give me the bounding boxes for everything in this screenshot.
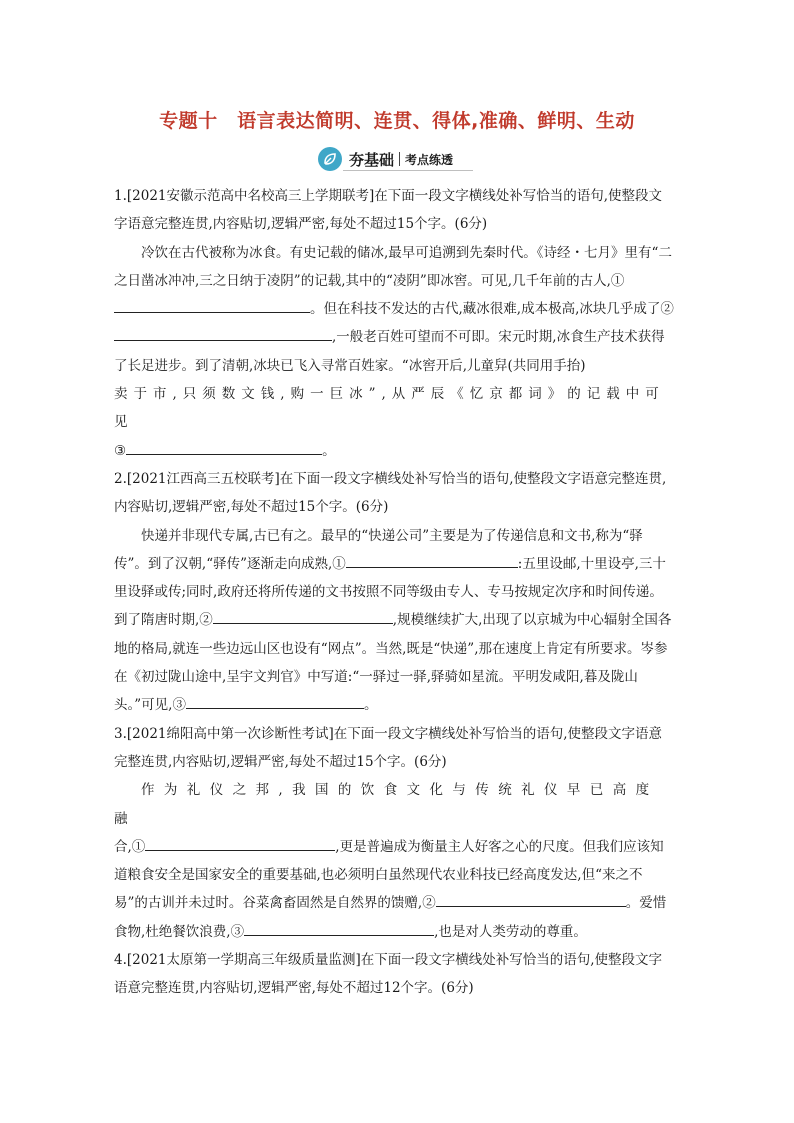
passage-text: ,也是对人类劳动的尊重。	[434, 923, 587, 940]
passage-text: 快递并非现代专属,古已有之。最早的“快递公司”主要是为了传递信息和文书,称为“驿传”。到了汉朝,“驿传”逐渐走向成熟,	[114, 527, 643, 572]
passage-text: 卖于市,只须数文钱,购一巨冰”,从严辰《忆京都词》的记载中可见	[114, 386, 665, 431]
answer-blank-3[interactable]	[126, 437, 322, 455]
answer-blank-3[interactable]	[186, 691, 364, 709]
page-title: 专题十 语言表达简明、连贯、得体,准确、鲜明、生动	[159, 110, 635, 132]
question-2-stem: 2.[2021江西高三五校联考]在下面一段文字横线处补写恰当的语句,使整段文字语意完整连贯,内容贴切,逻辑严密,每处不超过15个字。(6分)	[114, 470, 667, 516]
question-1-stem: 1.[2021安徽示范高中名校高三上学期联考]在下面一段文字横线处补写恰当的语句,使整段文字语意完整连贯,内容贴切,逻辑严密,每处不超过15个字。(6分)	[114, 188, 663, 233]
answer-blank-2[interactable]	[114, 323, 332, 341]
answer-blank-1[interactable]	[145, 833, 335, 851]
passage-text: ,更是普遍成为衡量主人好客之心的尺度。但我们应该知道粮食安全是国家安全的重要基础,也必须明白虽然现代农业科技已经高度发达,但“来之不易”的古训并未过时。谷菜禽畜固然是自然界的馈赠,	[114, 838, 664, 912]
badge-underline	[343, 170, 473, 171]
question-3-stem: 3.[2021绵阳高中第一次诊断性考试]在下面一段文字横线处补写恰当的语句,使整段文字语意完整连贯,内容贴切,逻辑严密,每处不超过15个字。(6分)	[114, 725, 663, 770]
badge-subtitle: 考点练透	[405, 152, 454, 167]
answer-blank-2[interactable]	[436, 889, 626, 907]
questions	[114, 182, 674, 1003]
section-badge	[318, 146, 453, 172]
blank-number: ③	[114, 442, 127, 459]
passage-text: 。但在科技不发达的古代,藏冰很难,成本极高,冰块几乎成了	[310, 301, 661, 318]
leaf-icon	[318, 147, 342, 171]
blank-number: ①	[610, 272, 625, 289]
blank-number: ①	[131, 838, 146, 855]
passage-text: :五里设邮,十里设亭,三十里设驿或传;同时,政府还将所传递的文书按照不同等级由专人、专马按规定次序和时间传递。到了隋唐时期,	[114, 555, 666, 629]
badge-title: 夯基础	[349, 150, 395, 169]
answer-blank-3[interactable]	[244, 918, 434, 936]
passage-text: 。	[363, 697, 378, 714]
passage-text: 。爱惜食物,杜绝餐饮浪费,	[114, 895, 667, 940]
question-2-passage	[114, 522, 674, 720]
question-4-stem: 4.[2021太原第一学期高三年级质量监测]在下面一段文字横线处补写恰当的语句,使整段文字语意完整连贯,内容贴切,逻辑严密,每处不超过12个字。(6分)	[114, 952, 663, 997]
blank-number: ②	[422, 895, 436, 912]
answer-blank-1[interactable]	[346, 550, 518, 568]
blank-number: ③	[230, 923, 245, 940]
passage-text: 合,	[114, 838, 132, 855]
passage-text: ,一般老百姓可望而不可即。宋元时期,冰食生产技术获得了长足进步。到了清朝,冰块已飞入寻常百姓家。“冰窖开后,儿童舁(共同用手抬)	[114, 329, 665, 374]
passage-text: ,规模继续扩大,出现了以京城为中心辐射全国各地的格局,就连一些边远山区也设有“网点”。当然,既是“快递”,那在速度上肯定有所要求。岑参在《初过陇山途中,呈宇文判官》中写道:“一驿过一驿,驿骑如星流。平明发咸阳,暮及陇山头。”可见,	[114, 612, 672, 714]
blank-number: ③	[172, 697, 186, 714]
answer-blank-2[interactable]	[213, 606, 393, 624]
question-3-passage	[114, 776, 674, 946]
badge-divider	[399, 152, 400, 166]
passage-text: 作为礼仪之邦,我国的饮食文化与传统礼仪早已高度融	[114, 782, 659, 827]
passage-text: 冷饮在古代被称为冰食。有史记载的储冰,最早可追溯到先秦时代。《诗经・七月》里有“二之日凿冰冲冲,三之日纳于凌阴”的记载,其中的“凌阴”即冰窖。可见,几千年前的古人,	[114, 244, 672, 289]
question-1-passage	[114, 239, 674, 465]
answer-blank-1[interactable]	[114, 295, 310, 313]
blank-number: ①	[332, 555, 346, 572]
blank-number: ②	[660, 301, 674, 318]
passage-text: 。	[322, 442, 336, 459]
blank-number: ②	[199, 612, 213, 629]
